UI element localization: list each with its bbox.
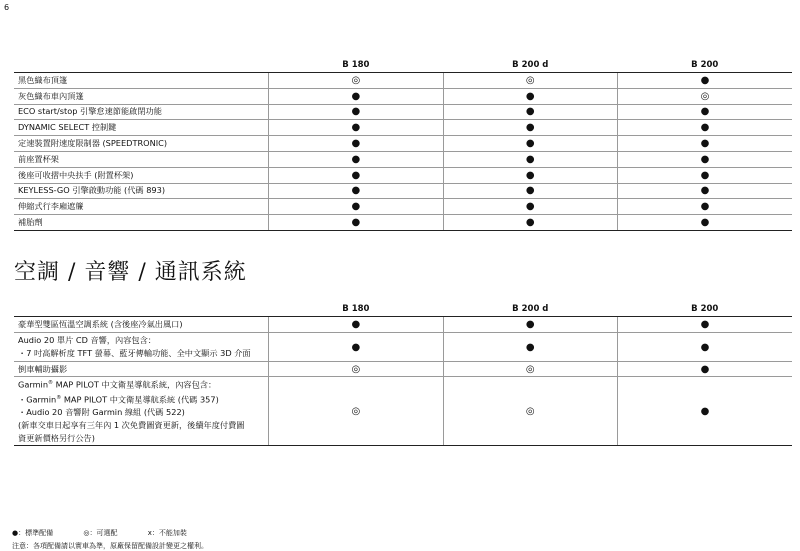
- registered-mark: ®: [48, 380, 54, 386]
- row-label: 黑色織布頂篷: [14, 73, 269, 89]
- row-label: 灰色織布車內頂篷: [14, 88, 269, 104]
- row-label-line: 資更新價格另行公告): [18, 433, 95, 444]
- value-b200: ●: [618, 104, 792, 120]
- table-row: [14, 333, 792, 362]
- header-b200d: B 200 d: [443, 58, 617, 73]
- value-b200d: ●: [443, 215, 617, 231]
- section-title: 空調 / 音響 / 通訊系統: [14, 260, 247, 285]
- table-row: [14, 73, 792, 89]
- value-b180: ●: [269, 183, 443, 199]
- value-b200d: ◎: [443, 362, 617, 377]
- header-blank: [14, 58, 269, 73]
- text-part: MAP PILOT 中文衛星導航系統 (代碼 357): [61, 394, 219, 405]
- row-label: 前座置杯架: [14, 151, 269, 167]
- header-b200d: B 200 d: [443, 302, 617, 317]
- value-b200d: ●: [443, 120, 617, 136]
- table-row: [14, 120, 792, 136]
- table-header: [14, 302, 792, 317]
- header-b180: B 180: [269, 302, 443, 317]
- row-label-line: Audio 20 單片 CD 音響，內容包含：: [18, 335, 156, 345]
- value-b180: ●: [269, 215, 443, 231]
- value-b180: ●: [269, 317, 443, 333]
- row-label: [14, 377, 269, 446]
- value-b200: ●: [618, 73, 792, 89]
- value-b200: ●: [618, 183, 792, 199]
- value-b200d: ◎: [443, 73, 617, 89]
- page-number: 6: [4, 3, 10, 12]
- value-b180: ●: [269, 151, 443, 167]
- row-label: KEYLESS-GO 引擎啟動功能 (代碼 893): [14, 183, 269, 199]
- value-b200d: ●: [443, 151, 617, 167]
- value-b180: ●: [269, 136, 443, 152]
- table-row: [14, 167, 792, 183]
- value-b200d: ●: [443, 104, 617, 120]
- row-label: [14, 333, 269, 362]
- legend-optional: ◎：可選配: [83, 529, 118, 537]
- row-label: DYNAMIC SELECT 控制鍵: [14, 120, 269, 136]
- value-b180: ●: [269, 88, 443, 104]
- row-label: 倒車輔助攝影: [14, 362, 269, 377]
- header-blank: [14, 302, 269, 317]
- registered-mark: ®: [56, 394, 62, 401]
- row-label-line: [18, 377, 268, 392]
- value-b180: ●: [269, 120, 443, 136]
- value-b180: ◎: [269, 362, 443, 377]
- value-b200: ●: [618, 136, 792, 152]
- value-b180: ●: [269, 333, 443, 362]
- value-b200d: ●: [443, 333, 617, 362]
- equipment-table-2: [14, 302, 792, 446]
- value-b180: ◎: [269, 377, 443, 446]
- table-row: [14, 317, 792, 333]
- row-label-line: ・7 吋高解析度 TFT 螢幕、藍牙傳輸功能、全中文顯示 3D 介面: [18, 348, 251, 358]
- value-b180: ◎: [269, 73, 443, 89]
- legend-standard: ●：標準配備: [12, 529, 54, 537]
- value-b200: ●: [618, 167, 792, 183]
- text-part: MAP PILOT 中文衛星導航系統，內容包含：: [53, 379, 217, 390]
- row-label: 伸縮式行李廂遮簾: [14, 199, 269, 215]
- value-b200: ●: [618, 362, 792, 377]
- row-label-line: (新車交車日起享有三年內 1 次免費圖資更新，後續年度付費圖: [18, 420, 245, 431]
- value-b200d: ●: [443, 183, 617, 199]
- header-b200: B 200: [618, 58, 792, 73]
- legend: [12, 528, 215, 538]
- row-label-line: [18, 392, 268, 407]
- row-label: 後座可收摺中央扶手 (附置杯架): [14, 167, 269, 183]
- table-row: [14, 362, 792, 377]
- row-label: ECO start/stop 引擎怠速節能啟閉功能: [14, 104, 269, 120]
- equipment-table-1: [14, 58, 792, 231]
- value-b200: ●: [618, 120, 792, 136]
- table-row: [14, 88, 792, 104]
- value-b200: ◎: [618, 88, 792, 104]
- row-label: 定速裝置附速度限制器 (SPEEDTRONIC): [14, 136, 269, 152]
- value-b200: ●: [618, 151, 792, 167]
- value-b200d: ●: [443, 317, 617, 333]
- value-b200d: ●: [443, 199, 617, 215]
- table-row: [14, 151, 792, 167]
- text-part: Garmin: [18, 379, 49, 390]
- row-label: 豪華型雙區恆溫空調系統 (含後座冷氣出風口): [14, 317, 269, 333]
- value-b200: ●: [618, 199, 792, 215]
- value-b200d: ●: [443, 88, 617, 104]
- table-row: [14, 215, 792, 231]
- value-b200: ●: [618, 317, 792, 333]
- table-row: [14, 183, 792, 199]
- table-header: [14, 58, 792, 73]
- table-row: [14, 104, 792, 120]
- value-b180: ●: [269, 199, 443, 215]
- row-label: 補胎劑: [14, 215, 269, 231]
- value-b200: ●: [618, 333, 792, 362]
- value-b200d: ●: [443, 136, 617, 152]
- table-row: [14, 377, 792, 446]
- value-b180: ●: [269, 104, 443, 120]
- text-part: ・Garmin: [18, 394, 57, 405]
- table-row: [14, 136, 792, 152]
- value-b200d: ●: [443, 167, 617, 183]
- value-b180: ●: [269, 167, 443, 183]
- header-b200: B 200: [618, 302, 792, 317]
- header-b180: B 180: [269, 58, 443, 73]
- value-b200: ●: [618, 377, 792, 446]
- value-b200d: ◎: [443, 377, 617, 446]
- table-row: [14, 199, 792, 215]
- value-b200: ●: [618, 215, 792, 231]
- row-label-line: ・Audio 20 音響附 Garmin 線組 (代碼 522): [18, 407, 185, 418]
- footnote: 注意：各項配備請以實車為準，原廠保留配備設計變更之權利。: [12, 542, 208, 550]
- legend-not-available: x：不能加裝: [147, 529, 187, 537]
